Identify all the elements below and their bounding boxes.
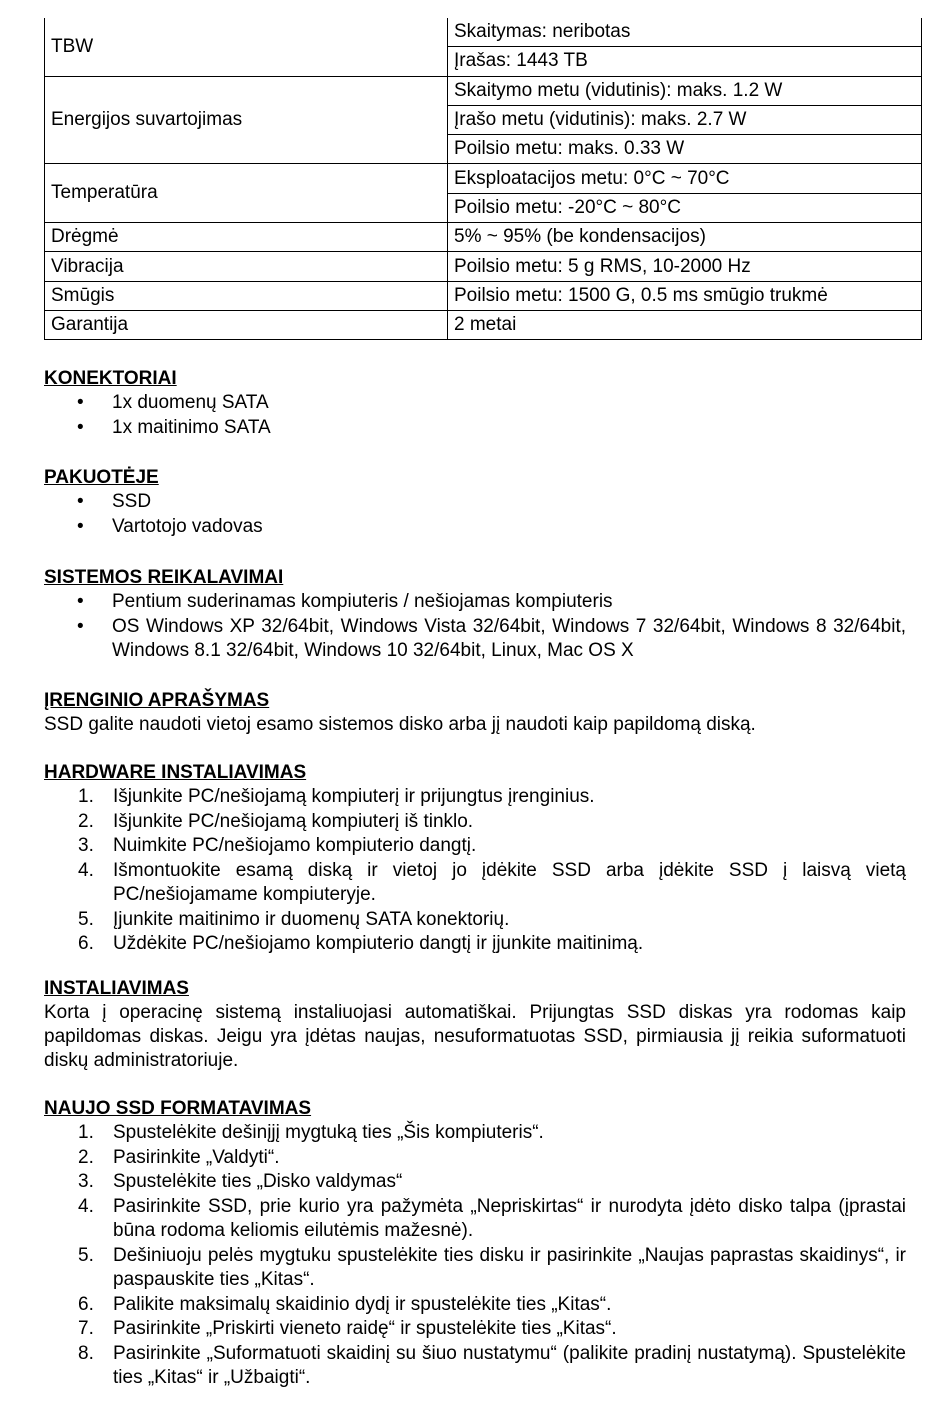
formatavimas-section [44, 1097, 906, 1391]
list-item: • OS Windows XP 32/64bit, Windows Vista 32/64bit, Windows 7 32/64bit, Windows 8 32/64bit, Windows 8.1 32/64bit, Windows 10 32/64bit, Linux, Mac OS X [77, 615, 906, 661]
step-number: 6. [78, 1293, 94, 1315]
step-text: Spustelėkite dešinįjį mygtuką ties „Šis kompiuteris“. [113, 1122, 544, 1143]
formatavimas-steps [44, 1121, 906, 1391]
list-item [44, 810, 906, 835]
bullet-icon: • [77, 615, 84, 637]
table-row [45, 281, 922, 310]
hardware-section [44, 761, 906, 957]
table-row [45, 252, 922, 281]
bullet-icon: • [77, 392, 84, 413]
list-item: • 1x duomenų SATA [44, 391, 906, 416]
step-text: Išjunkite PC/nešiojamą kompiuterį iš tinklo. [113, 810, 474, 832]
spec-key: Temperatūra [45, 164, 448, 223]
hardware-heading: HARDWARE INSTALIAVIMAS [44, 762, 307, 783]
list-item: • Vartotojo vadovas [44, 515, 906, 540]
list-item [44, 859, 906, 908]
step-number: 2. [78, 1146, 94, 1168]
step-number: 4. [78, 1195, 94, 1217]
step-number: 7. [78, 1318, 94, 1339]
list-item [44, 908, 906, 933]
spec-key: Smūgis [45, 281, 448, 310]
spec-value: Skaitymo metu (vidutinis): maks. 1.2 W [448, 76, 922, 105]
step-text: Uždėkite PC/nešiojamo kompiuterio dangtį ir įjunkite maitinimą. [113, 933, 644, 954]
bullet-icon: • [77, 515, 84, 537]
step-text: Pasirinkite „Priskirti vieneto raidę“ ir spustelėkite ties „Kitas“. [113, 1318, 617, 1339]
list-item [44, 1195, 906, 1244]
step-text: Išjunkite PC/nešiojamą kompiuterį ir prijungtus įrenginius. [113, 786, 595, 807]
spec-value: Poilsio metu: 5 g RMS, 10-2000 Hz [448, 252, 922, 281]
pakuote-list [44, 490, 906, 539]
instaliavimas-text: Korta į operacinę sistemą instaliuojasi automatiškai. Prijungtas SSD diskas yra rodomas kaip papildomas diskas. Jeigu yra įdėtas naujas, nesuformatuotas SSD, pirmiausia jį reikia suformatuoti diskų administratoriuje. [44, 1002, 906, 1071]
step-number: 2. [78, 810, 94, 832]
step-number: 4. [78, 859, 94, 881]
spec-key: Garantija [45, 310, 448, 339]
step-text: Pasirinkite „Valdyti“. [113, 1146, 280, 1168]
spec-value: Poilsio metu: maks. 0.33 W [448, 135, 922, 164]
spec-value: Poilsio metu: 1500 G, 0.5 ms smūgio trukmė [448, 281, 922, 310]
sistemos-list [44, 590, 906, 664]
list-item: • 1x maitinimo SATA [44, 416, 906, 441]
table-row [45, 76, 922, 105]
formatavimas-heading: NAUJO SSD FORMATAVIMAS [44, 1098, 312, 1119]
table-row [45, 18, 922, 47]
list-item [44, 1342, 906, 1391]
list-item [44, 932, 906, 957]
aprasymas-section [44, 689, 906, 737]
specs-table [44, 18, 922, 340]
step-text: Dešiniuoju pelės mygtuku spustelėkite ties disku ir pasirinkite „Naujas paprastas skaidinys“, ir paspauskite ties „Kitas“. [113, 1244, 906, 1290]
step-number: 3. [78, 835, 94, 856]
step-text: Pasirinkite SSD, prie kurio yra pažymėta „Nepriskirtas“ ir nurodyta įdėto disko talpa (įprastai būna rodoma keliomis eilutėmis mažesnė). [113, 1195, 906, 1241]
sistemos-section [44, 566, 906, 664]
pakuote-heading: PAKUOTĖJE [44, 467, 159, 488]
spec-value: Skaitymas: neribotas [448, 18, 922, 47]
instaliavimas-section [44, 977, 906, 1073]
step-number: 3. [78, 1171, 94, 1192]
aprasymas-heading: ĮRENGINIO APRAŠYMAS [44, 690, 270, 711]
sistemos-heading: SISTEMOS REIKALAVIMAI [44, 567, 284, 588]
table-row [45, 223, 922, 252]
step-text: Spustelėkite ties „Disko valdymas“ [113, 1171, 403, 1192]
step-text: Išmontuokite esamą diską ir vietoj jo įdėkite SSD arba įdėkite SSD į laisvą vietą PC/nešiojamame kompiuteryje. [113, 859, 906, 905]
list-item [44, 834, 906, 859]
step-text: Palikite maksimalų skaidinio dydį ir spustelėkite ties „Kitas“. [113, 1293, 612, 1315]
table-row [45, 310, 922, 339]
list-item [44, 1317, 906, 1342]
bullet-icon: • [77, 491, 84, 512]
step-number: 6. [78, 933, 94, 954]
step-number: 8. [78, 1342, 94, 1364]
spec-value: 5% ~ 95% (be kondensacijos) [448, 223, 922, 252]
step-text: Pasirinkite „Suformatuoti skaidinį su šiuo nustatymu“ (palikite pradinį nustatymą). Spustelėkite ties „Kitas“ ir „Užbaigti“. [113, 1342, 906, 1388]
spec-value: Įrašas: 1443 TB [448, 47, 922, 76]
list-item: • SSD [44, 490, 906, 515]
spec-key: Energijos suvartojimas [45, 76, 448, 164]
spec-value: Įrašo metu (vidutinis): maks. 2.7 W [448, 105, 922, 134]
step-number: 5. [78, 908, 94, 930]
step-text: Įjunkite maitinimo ir duomenų SATA konektorių. [113, 908, 510, 930]
aprasymas-text: SSD galite naudoti vietoj esamo sistemos disko arba jį naudoti kaip papildomą diską. [44, 714, 756, 735]
list-item [44, 1146, 906, 1171]
hardware-steps [44, 785, 906, 957]
step-number: 1. [78, 786, 94, 807]
step-number: 1. [78, 1122, 94, 1143]
list-item [44, 1244, 906, 1293]
table-row [45, 164, 922, 193]
bullet-icon: • [77, 591, 84, 612]
list-item [44, 1170, 906, 1195]
pakuote-section [44, 466, 906, 539]
step-number: 5. [78, 1244, 94, 1266]
list-item: • Pentium suderinamas kompiuteris / nešiojamas kompiuteris [44, 590, 906, 615]
bullet-icon: • [77, 416, 84, 438]
step-text: Nuimkite PC/nešiojamo kompiuterio dangtį. [113, 835, 477, 856]
konektoriai-list [44, 391, 906, 440]
spec-key: TBW [45, 18, 448, 76]
spec-key: Drėgmė [45, 223, 448, 252]
spec-value: Eksploatacijos metu: 0°C ~ 70°C [448, 164, 922, 193]
konektoriai-heading: KONEKTORIAI [44, 368, 177, 389]
list-item [44, 1121, 906, 1146]
konektoriai-section [44, 367, 906, 440]
instaliavimas-heading: INSTALIAVIMAS [44, 978, 189, 999]
list-item [44, 785, 906, 810]
spec-value: 2 metai [448, 310, 922, 339]
list-item [44, 1293, 906, 1318]
spec-key: Vibracija [45, 252, 448, 281]
spec-value: Poilsio metu: -20°C ~ 80°C [448, 193, 922, 222]
